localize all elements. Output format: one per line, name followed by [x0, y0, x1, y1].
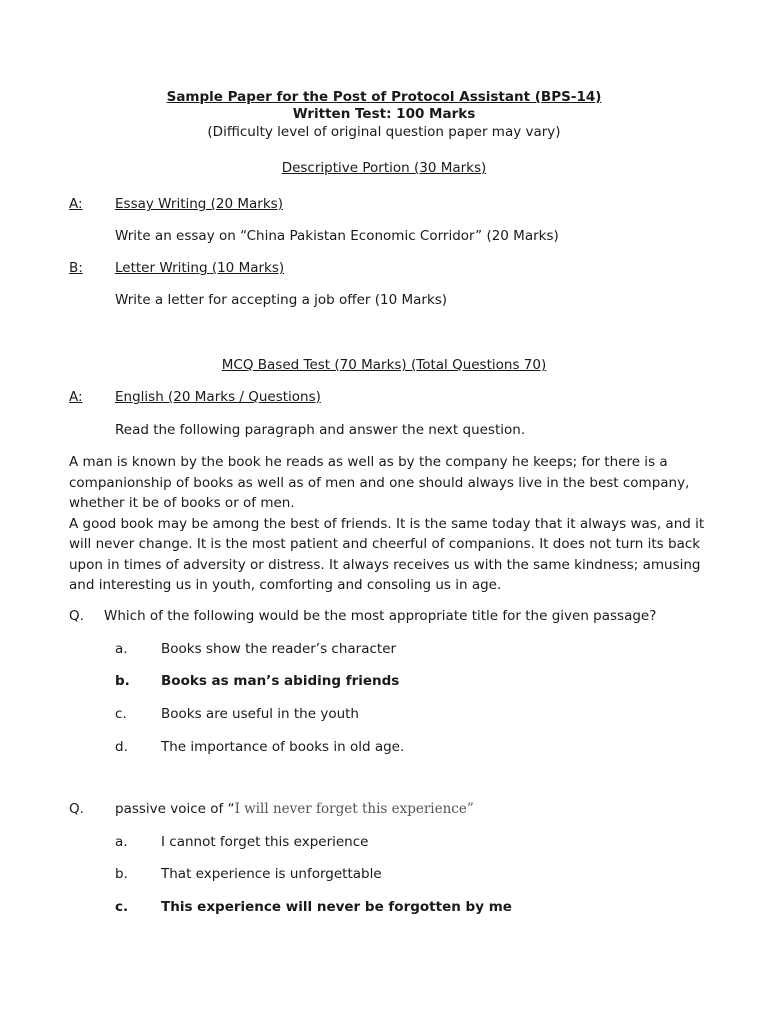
section-title: English (20 Marks / Questions): [115, 389, 321, 405]
option-text-correct: Books as man’s abiding friends: [161, 673, 400, 689]
question-marker: Q.: [69, 608, 84, 624]
option-letter: b.: [115, 866, 128, 882]
option-letter: a.: [115, 641, 128, 657]
option-text: Books show the reader’s character: [161, 641, 397, 657]
option-letter: c.: [115, 706, 127, 722]
option-text: I cannot forget this experience: [161, 834, 369, 850]
section-letter: B:: [69, 260, 83, 276]
passage-paragraph: A man is known by the book he reads as well as by the company he keeps; for there is a companionship of books as well as of men and one should always live in the best company, whether it be of books or of men.: [69, 454, 690, 511]
reading-instruction: Read the following paragraph and answer the next question.: [115, 422, 526, 438]
option-text: That experience is unforgettable: [161, 866, 382, 882]
section-title: Letter Writing (10 Marks): [115, 260, 285, 276]
section-title: Essay Writing (20 Marks): [115, 196, 283, 212]
letter-task: Write a letter for accepting a job offer (10 Marks): [115, 292, 448, 308]
option-text: Books are useful in the youth: [161, 706, 359, 722]
option-letter-correct: b.: [115, 673, 130, 689]
page-title: Sample Paper for the Post of Protocol Assistant (BPS-14): [166, 89, 602, 105]
passage-paragraph: A good book may be among the best of friends. It is the same today that it always was, and it will never change. It is the most patient and cheerful of companions. It does not turn its back upon in times of adversity or distress. It always receives us with the same kindness; amusing and interesting us in youth, comforting and consoling us in age.: [69, 515, 705, 593]
option-letter-correct: c.: [115, 899, 129, 915]
reading-passage: [69, 452, 709, 596]
question-prefix: passive voice of “: [115, 801, 235, 817]
option-letter: d.: [115, 739, 128, 755]
question-text: Which of the following would be the most appropriate title for the given passage?: [104, 608, 657, 624]
mcq-heading: MCQ Based Test (70 Marks) (Total Questions 70): [221, 357, 547, 373]
descriptive-heading: Descriptive Portion (30 Marks): [281, 160, 487, 176]
page-subtitle: Written Test: 100 Marks: [292, 106, 476, 122]
option-text-correct: This experience will never be forgotten by me: [161, 899, 512, 915]
question-text: [115, 800, 474, 818]
question-quote: I will never forget this experience”: [234, 801, 474, 817]
option-text: The importance of books in old age.: [161, 739, 405, 755]
question-marker: Q.: [69, 801, 84, 817]
difficulty-note: (Difficulty level of original question paper may vary): [207, 124, 561, 140]
essay-task: Write an essay on “China Pakistan Economic Corridor” (20 Marks): [115, 228, 559, 244]
option-letter: a.: [115, 834, 128, 850]
section-letter: A:: [69, 196, 83, 212]
section-letter: A:: [69, 389, 83, 405]
